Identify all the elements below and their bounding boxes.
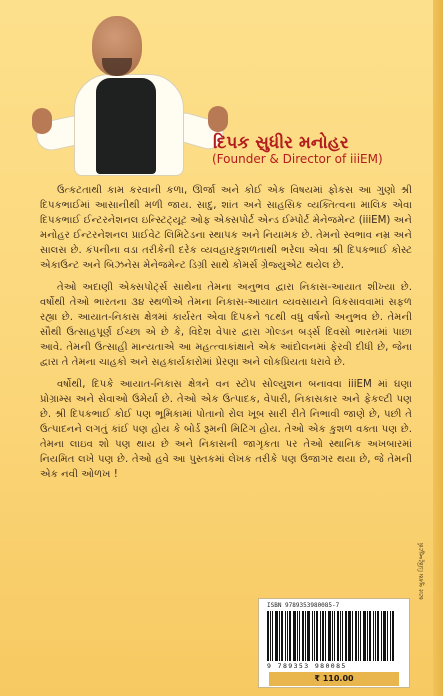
barcode-stripe — [360, 611, 361, 661]
barcode-stripe — [302, 611, 304, 661]
price-label: ₹ 110.00 — [269, 672, 399, 686]
barcode-stripe — [373, 611, 374, 661]
publisher-spine-text: સ્ટાર બુક્સ ડિસ્ટ્રિબ્યુટર્સ — [418, 542, 425, 600]
barcode-stripe — [297, 611, 298, 661]
barcode-stripe — [342, 611, 343, 661]
barcode-stripe — [381, 611, 382, 661]
barcode-stripe — [320, 611, 321, 661]
barcode-stripe — [299, 611, 300, 661]
barcode-stripe — [392, 611, 394, 661]
barcode-stripe — [332, 611, 333, 661]
bio-paragraph: તેઓ અદાણી એક્સપોર્ટ્સ સાથેના તેમના અનુભવ દ્વારા નિકાસ-આયાત શીખ્યા છે. વર્ષોથી તેઓ ભારતના ૩૪ સ્થળોએ તેમના નિકાસ-આયાત વ્યવસાયને વિકસાવવામાં સફળ રહ્યા છે. આયાત-નિકાસ ક્ષેત્રમાં કાર્યરત એવા દિપકને ૧૮થી વધુ વર્ષનો અનુભવ છે. તેમની સૌથી ઉત્સાહપૂર્ણ ઈચ્છા એ છે કે, વિદેશ વેપાર દ્વારા ગોલ્ડન બર્ડ્સ દિવસો ભારતમાં પાછા આવે. તેમની ઉત્સાહી માન્યતાએ આ મહત્ત્વાકાંક્ષાને એક આંદોલનમાં ફેરવી દીધી છે, જેના દ્વારા તે તેમના ચાહકો અને સહકાર્યકારોમાં પ્રેરણા અને લોકપ્રિયતા ધરાવે છે. — [40, 282, 412, 368]
barcode-stripe — [390, 611, 391, 661]
barcode-bars — [267, 611, 401, 661]
barcode-stripe — [377, 611, 379, 661]
barcode-number: 9 789353 980085 — [267, 662, 347, 670]
barcode-stripe — [328, 611, 331, 661]
bio-paragraph: ઉત્કટતાથી કામ કરવાની કળા, ઊર્જા અને કોઈ એક વિષયમાં ફોકસ આ ગુણો શ્રી દિપકભાઈમાં આસાનીથી મળી જાય. સાદુ, શાંત અને સાહસિક વ્યક્તિત્વના માલિક એવા દિપકભાઈ ઈન્ટરનેશનલ ઇન્સ્ટિટ્યૂટ ઓફ એક્સપોર્ટ એન્ડ ઈમ્પોર્ટ મેનેજમેન્ટ (iiiEM) અને મનોહર ઈન્ટરનેશનલ પ્રાઈવેટ લિમિટેડના સ્થાપક અને નિયામક છે. તેમનો સ્વભાવ નમ્ર અને સાલસ છે. કંપનીના વડા તરીકેની દરેક વ્યવહારકુશળતાથી ભરેલા એવા શ્રી દિપકભાઈ કોસ્ટ એકાઉન્ટ અને બિઝનેસ મેનેજમેન્ટ ડિગ્રી સાથે કોમર્સ ગ્રેજ્યુએટ થયેલ છે. — [40, 185, 412, 271]
isbn-text: ISBN 9789353980085-7 — [267, 602, 340, 609]
barcode-stripe — [316, 611, 318, 661]
barcode-stripe — [367, 611, 368, 661]
barcode-stripe — [369, 611, 371, 661]
bio-paragraph: વર્ષોથી, દિપકે આયાત-નિકાસ ક્ષેત્રને વન સ્ટોપ સોલ્યુશન બનાવવા iiiEM માં ઘણા પ્રોગ્રામ્સ અને સેવાઓ ઉમેર્યા છે. તેઓ એક ઉત્પાદક, વેપારી, નિકાસકાર અને ફેકલ્ટી પણ છે. શ્રી દિપકભાઈ કોઈ પણ ભૂમિકામાં પોતાનો રોલ ખૂબ સારી રીતે નિભાવી જાણે છે, પછી તે ઉત્પાદનને લગતું કાંઈ પણ હોય કે બોર્ડ રૂમની મિટિંગ હોય. તેઓ એક કુશળ વક્તા પણ છે. તેમના લાઇવ શો પણ થાય છે અને નિકાસની જાગૃકતા પર તેઓ સ્થાનિક અખબારમાં નિયમિત લખે પણ છે. તેઓ હવે આ પુસ્તકમાં લેખક તરીકે પણ ઉજાગર થયા છે, જે તેમની એક નવી ઓળખ ! — [40, 379, 412, 480]
barcode-stripe — [340, 611, 341, 661]
barcode-stripe — [270, 611, 271, 661]
barcode-stripe — [387, 611, 388, 661]
author-name: દિપક સુધીર મનોહર — [213, 133, 349, 153]
barcode-stripe — [312, 611, 313, 661]
barcode-stripe — [345, 611, 347, 661]
barcode-stripe — [267, 611, 269, 661]
barcode-stripe — [322, 611, 324, 661]
barcode-stripe — [358, 611, 359, 661]
author-bio — [40, 183, 412, 489]
barcode-stripe — [383, 611, 386, 661]
barcode-stripe — [363, 611, 366, 661]
barcode-stripe — [287, 611, 288, 661]
barcode-stripe — [293, 611, 296, 661]
barcode-stripe — [289, 611, 291, 661]
barcode-stripe — [334, 611, 335, 661]
cover-edge — [433, 0, 443, 696]
author-role: (Founder & Director of iiiEM) — [212, 152, 383, 166]
barcode-stripe — [281, 611, 283, 661]
barcode-stripe — [272, 611, 273, 661]
barcode-stripe — [355, 611, 357, 661]
barcode-stripe — [285, 611, 286, 661]
barcode-stripe — [307, 611, 310, 661]
barcode-panel — [258, 598, 410, 688]
barcode-stripe — [375, 611, 376, 661]
barcode-stripe — [279, 611, 280, 661]
barcode-stripe — [348, 611, 351, 661]
author-photo — [30, 8, 200, 173]
barcode-stripe — [314, 611, 315, 661]
barcode-stripe — [275, 611, 278, 661]
barcode-stripe — [305, 611, 306, 661]
barcode-stripe — [352, 611, 353, 661]
barcode-stripe — [337, 611, 339, 661]
barcode-stripe — [325, 611, 326, 661]
